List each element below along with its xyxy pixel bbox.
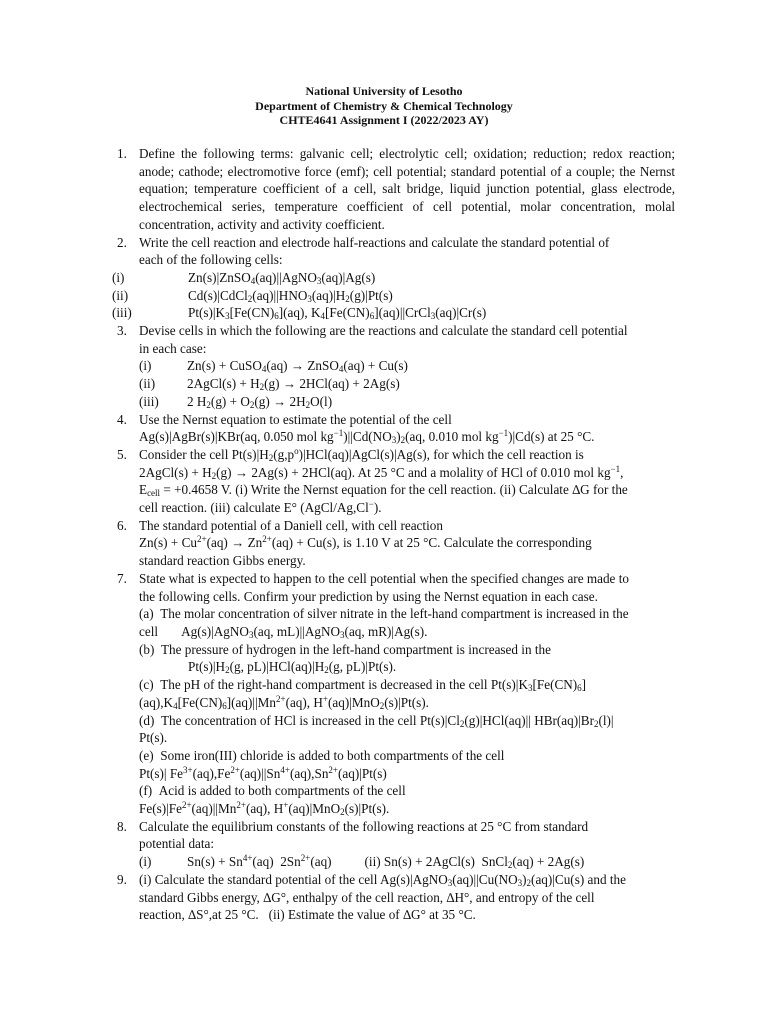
question-text-line: in each case:	[139, 340, 207, 356]
question-number: 6.	[117, 517, 127, 533]
part-line: cell Ag(s)|AgNO$_3$(aq, mL)||AgNO$_3$(aq, mR)|Ag(s).	[139, 623, 428, 640]
part-line: (f) Acid is added to both compartments of the cell	[139, 783, 406, 799]
sub-item-label: (ii)	[112, 287, 129, 303]
sub-item	[112, 269, 675, 287]
part-line: $Fe(s)|Fe^{2+}(aq)||Mn^{2+}(aq)$, H+(aq)|MnO$_2$(s)|Pt(s).	[139, 800, 390, 818]
question-4	[112, 411, 675, 446]
question-number: 4.	[117, 411, 127, 427]
document-header	[0, 84, 768, 128]
part-line: $(aq),K_4[Fe(CN)_6](aq)||Mn^{2+}(aq)$, H+(aq)|MnO$_2$(s)|Pt(s).	[139, 693, 429, 711]
question-7	[112, 570, 675, 818]
part-line: (e) Some iron(III) chloride is added to both compartments of the cell	[139, 747, 505, 763]
reaction-label: (i)	[139, 854, 152, 870]
sub-item-content: 2AgCl(s) + $H_2(g) \to 2HCl(aq) + 2Ag(s)$	[187, 376, 400, 393]
reaction-content: $Sn(s) + Sn^{4+}(aq)$ $2Sn^{2+}(aq)$ (ii) Sn(s) + 2AgCl(s) SnCl$_2$(aq) + 2Ag(s)	[187, 853, 585, 871]
question-text-line: standard reaction Gibbs energy.	[139, 553, 306, 569]
reaction-line	[139, 853, 675, 871]
part-line: (a) The molar concentration of silver nitrate in the left-hand compartment is increased in the	[139, 606, 629, 622]
assignment-title: CHTE4641 Assignment I (2022/2023 AY)	[279, 113, 489, 127]
question-text-line: State what is expected to happen to the cell potential when the specified changes are made to	[139, 570, 629, 586]
sub-item-content: Zn(s) + CuSO$_4$(aq) → ZnSO$_4$(aq) + Cu(s)	[187, 358, 408, 375]
question-text-line: reaction, ∆S°,at 25 °C. (ii) Estimate the value of ∆G° at 35 °C.	[139, 907, 476, 923]
question-text-line: each of the following cells:	[139, 252, 283, 268]
question-text-line: Calculate the equilibrium constants of the following reactions at 25 °C from standard	[139, 818, 589, 834]
sub-item-label: (i)	[112, 269, 125, 285]
question-6	[112, 517, 675, 570]
question-text-line: potential data:	[139, 836, 215, 852]
question-text-line: Devise cells in which the following are the reactions and calculate the standard cell potential	[139, 323, 628, 339]
sub-item	[139, 357, 675, 375]
question-text-line: 2AgCl(s) + $H_2(g) \to 2Ag(s) + 2HCl(aq)$. At 25 °C and a molality of HCl of 0.010 mol $kg^{-1}$,	[139, 463, 624, 481]
part-cell-notation: $Pt(s)|H_2(g$, $pL)|HCl(aq)|H_2(g$, pL)|Pt(s).	[188, 659, 397, 676]
question-2	[112, 234, 675, 323]
question-text-line: The standard potential of a Daniell cell, with cell reaction	[139, 517, 443, 533]
part-line: (d) The concentration of HCl is increased in the cell $Pt(s)|Cl_2(g)|HCl(aq)||$ $HBr(aq)|Br_2(l)|$	[139, 712, 614, 729]
question-text-line: $E_{cell} = +0.4658$ V. (i) Write the Nernst equation for the cell reaction. (ii) Calculate ∆G for the	[139, 482, 628, 499]
question-5	[112, 446, 675, 517]
question-8	[112, 818, 675, 871]
question-number: 9.	[117, 871, 127, 887]
sub-item-content: $Cd(s)|CdCl_2(aq)||HNO_3(aq)|H_2(g)|Pt(s)$	[188, 287, 393, 304]
question-number: 7.	[117, 570, 127, 586]
sub-item-content: 2 $H_2(g) + O_2(g) \to 2H_2O(l)$	[187, 393, 333, 410]
part-line: Pt(s)| $Fe^{3+}(aq),Fe^{2+}(aq)||Sn^{4+}(aq),Sn^{2+}(aq)|Pt(s)$	[139, 764, 387, 781]
question-text-line: (i) Calculate the standard potential of the cell $Ag(s)|AgNO_3(aq)||Cu(NO_3)_2(aq)|Cu(s)$ and the	[139, 871, 626, 888]
sub-item-label: (iii)	[139, 393, 159, 409]
sub-item	[112, 287, 675, 305]
question-number: 8.	[117, 818, 127, 834]
question-3	[112, 322, 675, 411]
sub-item	[112, 304, 675, 322]
question-text-line: $Zn(s) + Cu^{2+}(aq) \to Zn^{2+}(aq) + Cu(s)$, is 1.10 V at 25 °C. Calculate the corresponding	[139, 534, 592, 551]
sub-item-content: Zn(s)|ZnSO$_4$(aq)||AgNO$_3$(aq)|Ag(s)	[188, 269, 376, 286]
question-text-line: standard Gibbs energy, ∆G°, enthalpy of the cell reaction, ∆H°, and entropy of the cell	[139, 889, 595, 905]
question-number: 5.	[117, 446, 127, 462]
part-line: (b) The pressure of hydrogen in the left-hand compartment is increased in the	[139, 641, 551, 657]
part-line: (c) The pH of the right-hand compartment is decreased in the cell $Pt(s)|K_3[Fe(CN)_6]$	[139, 677, 587, 694]
question-text-line: the following cells. Confirm your prediction by using the Nernst equation in each case.	[139, 588, 598, 604]
question-text-line: cell reaction. (iii) calculate E° (AgCl/Ag,Cl−).	[139, 499, 382, 516]
questions-list	[112, 145, 675, 924]
sub-item-label: (iii)	[112, 305, 132, 321]
part-line: Pt(s).	[139, 730, 168, 746]
university-name: National University of Lesotho	[305, 84, 463, 98]
question-9	[112, 871, 675, 924]
question-1	[112, 145, 675, 234]
question-number: 3.	[117, 323, 127, 339]
question-text-line: Use the Nernst equation to estimate the potential of the cell	[139, 411, 452, 427]
sub-item-label: (i)	[139, 358, 152, 374]
question-text-line: Consider the cell $Pt(s)|H_2(g,p^o)|HCl(aq)|AgCl(s)|Ag(s)$, for which the cell reaction is	[139, 445, 584, 463]
sub-item-label: (ii)	[139, 376, 156, 392]
question-text: Define the following terms: galvanic cell; electrolytic cell; oxidation; reduction; redox reaction; anode; cathode; electromotive force (emf); cell potential; standard potential of a couple; the Nernst equation; temperature coefficient of a cell, salt bridge, liquid junction potential, glass electrode, electrochemical series, temperature coefficient of cell potential, molar concentration, molal concentration, activity and activity coefficient.	[139, 146, 675, 232]
question-number: 2.	[117, 234, 127, 250]
question-text-line: Ag(s)|AgBr(s)|KBr(aq, 0.050 mol $kg^{-1})||Cd(NO_3)_2(aq$, 0.010 mol $kg^{-1})|Cd(s)$ at 25 °C.	[139, 428, 595, 446]
sub-item-content: $Pt(s)|K_3[Fe(CN)_6](aq)$, $K_4[Fe(CN)_6](aq)||CrCl_3(aq)|Cr(s)$	[188, 305, 487, 322]
department-name: Department of Chemistry & Chemical Technology	[255, 98, 513, 113]
sub-item	[139, 375, 675, 393]
question-text-line: Write the cell reaction and electrode half-reactions and calculate the standard potential of	[139, 234, 610, 250]
sub-item	[139, 393, 675, 411]
question-number: 1.	[117, 146, 127, 161]
